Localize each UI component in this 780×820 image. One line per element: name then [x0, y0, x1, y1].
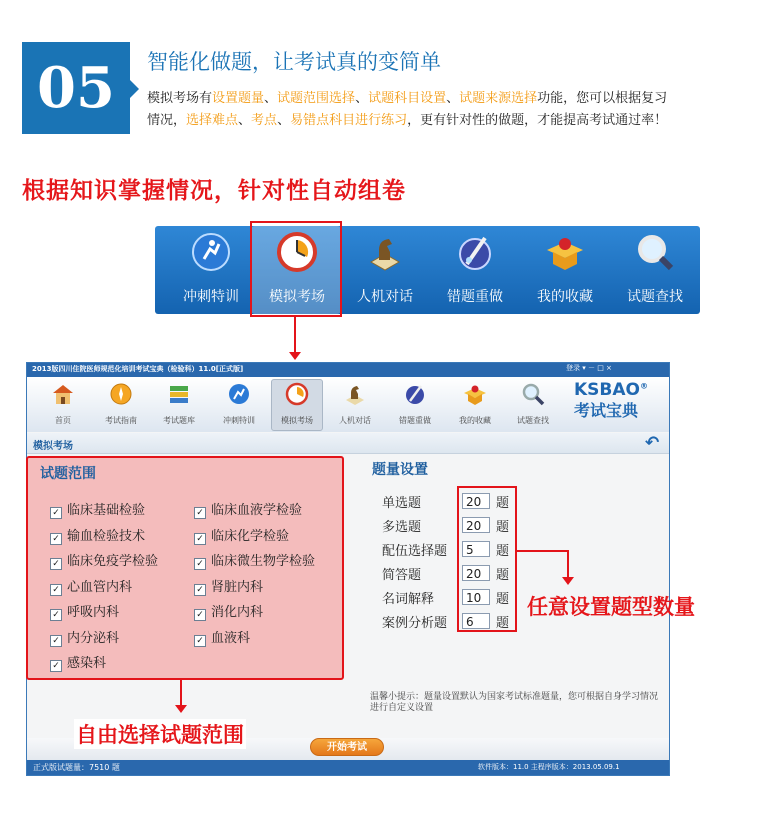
chess-knight-icon [365, 232, 405, 272]
compass-icon [109, 382, 133, 406]
intro-line-1 [147, 89, 667, 109]
checkbox-label: 临床基础检验 [67, 503, 146, 518]
tab-label: 首页 [55, 416, 71, 425]
big-tab-dialog[interactable] [341, 226, 429, 314]
highlight-text: 试题范围选择 [277, 91, 356, 106]
connector-arrow [562, 577, 574, 585]
brand-subtitle: 考试宝典 [574, 401, 639, 420]
big-tab-sprint[interactable] [167, 226, 255, 314]
quantity-input[interactable]: 5 [462, 541, 490, 557]
scope-checkbox-item[interactable] [194, 550, 315, 569]
checkbox-label: 肾脏内科 [211, 579, 264, 595]
highlight-text: 考点 [251, 113, 278, 128]
tab-label: 人机对话 [339, 416, 371, 425]
checkbox[interactable]: ✓ [194, 609, 206, 621]
connector-arrow [289, 352, 301, 360]
checkbox[interactable]: ✓ [194, 507, 206, 519]
quantity-input[interactable]: 6 [462, 613, 490, 629]
section-number-badge [22, 42, 130, 134]
big-tab-label: 冲刺特训 [183, 289, 239, 305]
quantity-title: 题量设置 [372, 462, 428, 478]
connector-line [517, 550, 569, 552]
annotation-scope: 自由选择试题范围 [74, 719, 246, 749]
big-tab-label: 人机对话 [357, 289, 413, 305]
scope-checkbox-item[interactable] [50, 525, 145, 544]
big-tab-label: 试题查找 [627, 289, 683, 305]
scope-checkbox-item[interactable] [50, 627, 119, 646]
intro-text: 、 [355, 91, 369, 106]
highlight-text: 试题来源选择 [459, 91, 538, 106]
big-tab-search[interactable] [611, 226, 699, 314]
home-icon [51, 382, 75, 406]
connector-line [567, 550, 569, 578]
connector-line [294, 317, 296, 353]
scope-checkbox-item[interactable] [50, 652, 106, 671]
magnifier-icon [635, 232, 675, 272]
brand-registered-mark: ® [639, 381, 648, 391]
checkbox-label: 临床化学检验 [211, 528, 290, 544]
highlight-text: 设置题量 [212, 91, 265, 106]
tab-label: 冲刺特训 [223, 416, 255, 425]
big-toolbar [155, 226, 700, 314]
highlight-text: 试题科目设置 [368, 91, 447, 106]
sprint-icon [191, 232, 231, 272]
back-arrow-icon[interactable]: ↶ [645, 433, 660, 453]
highlight-text: 选择难点 [186, 113, 239, 128]
quantity-label: 名词解释 [382, 592, 435, 607]
checkbox[interactable]: ✓ [194, 584, 206, 596]
books-icon [167, 382, 191, 406]
checkbox-label: 血液科 [211, 630, 251, 646]
brand-name: KSBAO [574, 380, 640, 400]
connector-arrow [175, 705, 187, 713]
quantity-unit: 题 [496, 544, 510, 559]
tab-label: 考试指南 [105, 416, 137, 425]
scope-checkbox-item[interactable] [194, 525, 289, 544]
scope-checkbox-item[interactable] [50, 499, 145, 518]
intro-text: ，更有针对性的做题，才能提高考试通过率！ [407, 113, 668, 128]
checkbox-label: 内分泌科 [67, 630, 120, 646]
quantity-unit: 题 [496, 520, 510, 535]
pen-redo-icon [403, 382, 427, 406]
checkbox-label: 感染科 [67, 656, 107, 671]
clock-icon [285, 382, 309, 406]
checkbox[interactable]: ✓ [50, 533, 62, 545]
checkbox[interactable]: ✓ [50, 660, 62, 672]
pen-redo-icon [455, 232, 495, 272]
section-title: 智能化做题，让考试真的变简单 [147, 50, 441, 74]
checkbox[interactable]: ✓ [50, 584, 62, 596]
chess-knight-icon [343, 382, 367, 406]
checkbox-label: 临床微生物学检验 [211, 554, 316, 569]
status-question-count: 正式版试题量：7510 题 [33, 763, 120, 772]
highlight-text: 易错点科目进行练习 [290, 113, 408, 128]
quantity-input[interactable]: 20 [462, 517, 490, 533]
highlight-box-mock-exam [250, 221, 342, 317]
checkbox[interactable]: ✓ [50, 609, 62, 621]
quantity-unit: 题 [496, 496, 510, 511]
checkbox[interactable]: ✓ [50, 558, 62, 570]
tab-label: 我的收藏 [459, 416, 491, 425]
quantity-label: 配伍选择题 [382, 544, 448, 559]
checkbox[interactable]: ✓ [194, 635, 206, 647]
quantity-label: 简答题 [382, 568, 422, 583]
checkbox[interactable]: ✓ [50, 635, 62, 647]
highlight-box-quantity [457, 486, 517, 632]
quantity-label: 多选题 [382, 520, 422, 535]
scope-checkbox-item[interactable] [194, 576, 263, 595]
quantity-unit: 题 [496, 616, 510, 631]
window-title: 2013版四川住院医师规范化培训考试宝典（检验科）11.0[正式版] [32, 365, 244, 373]
checkbox[interactable]: ✓ [194, 558, 206, 570]
quantity-input[interactable]: 20 [462, 493, 490, 509]
quantity-input[interactable]: 10 [462, 589, 490, 605]
quantity-hint: 温馨小提示：题量设置默认为国家考试标准题量，您可根据自身学习情况进行自定义设置 [370, 692, 659, 713]
intro-text: 情况， [147, 113, 187, 128]
checkbox-label: 心血管内科 [67, 579, 133, 595]
sprint-icon [227, 382, 251, 406]
app-toolbar [27, 377, 669, 432]
intro-text: 、 [446, 91, 460, 106]
tab-label: 错题重做 [399, 416, 431, 425]
quantity-unit: 题 [496, 592, 510, 607]
tab-label: 模拟考场 [281, 416, 313, 425]
scope-checkbox-item[interactable] [194, 499, 302, 518]
start-exam-button[interactable]: 开始考试 [310, 738, 384, 756]
gift-box-icon [545, 232, 585, 272]
tab-label: 试题查找 [517, 416, 549, 425]
quantity-label: 单选题 [382, 496, 422, 511]
breadcrumb-bar [27, 433, 669, 454]
brand-logo [574, 380, 648, 421]
checkbox[interactable]: ✓ [194, 533, 206, 545]
intro-text: 模拟考场有 [147, 91, 213, 106]
window-controls[interactable]: 登录 ▾ － □ × [566, 364, 612, 372]
breadcrumb: 模拟考场 [33, 441, 73, 452]
big-tab-label: 我的收藏 [537, 289, 593, 305]
scope-checkbox-item[interactable] [194, 601, 263, 620]
intro-text: 、 [277, 113, 291, 128]
checkbox-label: 呼吸内科 [67, 605, 120, 620]
magnifier-icon [521, 382, 545, 406]
big-tab-label: 错题重做 [447, 289, 503, 305]
intro-text: 功能，您可以根据复习 [537, 91, 668, 106]
connector-line [180, 680, 182, 706]
quantity-unit: 题 [496, 568, 510, 583]
scope-checkbox-item[interactable] [50, 550, 158, 569]
gift-box-icon [463, 382, 487, 406]
intro-text: 、 [238, 113, 252, 128]
quantity-label: 案例分析题 [382, 616, 448, 631]
headline: 根据知识掌握情况，针对性自动组卷 [22, 178, 406, 204]
big-tab-favorites[interactable] [521, 226, 609, 314]
checkbox[interactable]: ✓ [50, 507, 62, 519]
status-version: 软件版本：11.0 主程序版本：2013.05.09.1 [478, 763, 620, 771]
checkbox-label: 输血检验技术 [67, 528, 146, 544]
section-number: 05 [37, 55, 115, 121]
quantity-input[interactable]: 20 [462, 565, 490, 581]
checkbox-label: 临床免疫学检验 [67, 554, 159, 569]
intro-line-2 [147, 111, 667, 131]
scope-checkbox-item[interactable] [50, 601, 119, 620]
checkbox-label: 临床血液学检验 [211, 503, 303, 518]
intro-text: 、 [264, 91, 278, 106]
scope-checkbox-item[interactable] [194, 627, 250, 646]
big-tab-label: 模拟考场 [269, 289, 325, 305]
scope-checkbox-item[interactable] [50, 576, 132, 595]
checkbox-label: 消化内科 [211, 605, 264, 620]
scope-title: 试题范围 [40, 466, 96, 482]
big-tab-redo[interactable] [431, 226, 519, 314]
tab-label: 考试题库 [163, 416, 195, 425]
annotation-quantity: 任意设置题型数量 [527, 595, 695, 619]
